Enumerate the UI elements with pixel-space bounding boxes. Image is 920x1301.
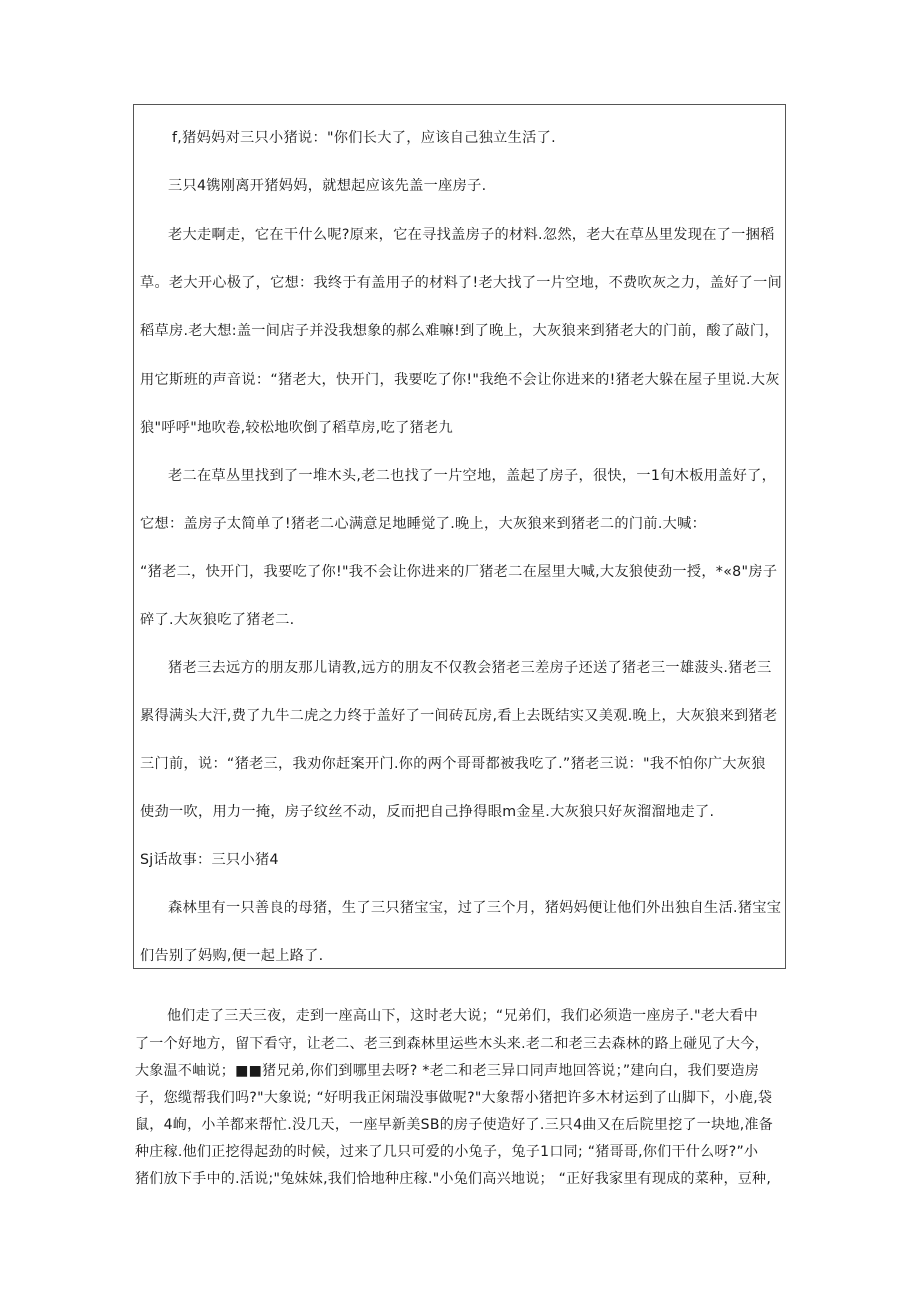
text-line: 鼠，4峋，小羊都来帮忙.没几天，一座早新美SB的房子使造好了.三只4曲又在后院里挖了一块地,准备 bbox=[135, 1117, 774, 1133]
box-line: 们告别了妈购,便一起上路了. bbox=[140, 948, 324, 964]
box-line: 老二在草丛里找到了一堆木头,老二也找了一片空地，盖起了房子，很快，一1旬木板用盖好了， bbox=[168, 468, 777, 484]
box-line: 稻草房.老大想:盖一间店子并没我想象的郝么难嘛!到了晚上，大灰狼来到猪老大的门前，酸了敲门， bbox=[140, 323, 779, 339]
box-line: 使劲一吹，用力一掩，房子纹丝不动，反而把自己挣得眼m金星.大灰狼只好灰溜溜地走了. bbox=[140, 804, 715, 820]
text-line: 了一个好地方，留下看守，让老二、老三到森林里运些木头来.老二和老三去森林的路上碰见了大今， bbox=[135, 1036, 769, 1052]
box-line: 森林里有一只善良的母猪，生了三只猪宝宝，过了三个月，猪妈妈便让他们外出独自生活.猪宝宝 bbox=[168, 900, 782, 916]
text-line: 种庄稼.他们正挖得起劲的时候，过来了几只可爱的小兔子，兔子1口同; “猪哥哥,你们干什么呀?”小 bbox=[135, 1144, 759, 1160]
box-line: 三门前，说：“猪老三，我劝你赶案开门.你的两个哥哥都被我吃了.”猪老三说："我不怕你广大灰狼 bbox=[140, 756, 766, 772]
box-line: 老大走啊走，它在干什么呢?原来，它在寻找盖房子的材料.忽然，老大在草丛里发现在了一捆稻 bbox=[168, 227, 775, 243]
box-line: 三只4镌刚离开猪妈妈，就想起应该先盖一座房子. bbox=[168, 178, 487, 194]
box-line: 用它斯班的声音说：“猪老大，快开门，我要吃了你!"我绝不会让你进来的!猪老大躲在屋子里说.大灰 bbox=[140, 372, 780, 388]
box-line: 猪老三去远方的朋友那儿请教,远方的朋友不仅教会猪老三差房子还送了猪老三一雄菠头.猪老三 bbox=[168, 660, 772, 676]
box-line: f,猪妈妈对三只小猪说："你们长大了，应该自己独立生活了. bbox=[172, 130, 556, 146]
text-line: 子，您缆帮我们吗?"大象说; “好明我正闲瑞没事做呢?"大象帮小猪把许多木材运到了山脚下，小鹿,袋 bbox=[135, 1090, 773, 1106]
text-line: 大象温不岫说；■■猪兄弟,你们到哪里去呀? *老二和老三异口同声地回答说；”建向白，我们要造房 bbox=[135, 1063, 760, 1079]
story-box bbox=[133, 104, 786, 969]
box-line: 草。老大开心极了，它想：我终于有盖用子的材料了!老大找了一片空地，不费吹灰之力，盖好了一间 bbox=[140, 275, 783, 291]
text-line: 猪们放下手中的.活说;"兔妹妹,我们恰地种庄稼."小兔们高兴地说； “正好我家里有现成的菜种，豆种, bbox=[135, 1171, 772, 1187]
section-heading: Sj话故事：三只小猪4 bbox=[140, 852, 279, 868]
box-line: 碎了.大灰狼吃了猪老二. bbox=[140, 612, 295, 628]
text-line: 他们走了三天三夜，走到一座高山下，这时老大说；“兄弟们，我们必须造一座房子."老大看中 bbox=[167, 1008, 759, 1024]
box-line: 累得满头大汗,费了九牛二虎之力终于盖好了一间砖瓦房,看上去既结实又美观.晚上，大灰狼来到猪老 bbox=[140, 708, 778, 724]
box-line: 狼"呼呼"地吹卷,较松地吹倒了稻草房,吃了猪老九 bbox=[140, 420, 454, 436]
box-line: 它想：盖房子太简单了!猪老二心满意足地睡觉了.晚上，大灰狼来到猪老二的门前.大喊： bbox=[140, 516, 707, 532]
box-line: “猪老二，快开门，我要吃了你!"我不会让你进来的厂猪老二在屋里大喊,大友狼使劲一授，*«8"房子 bbox=[140, 564, 778, 580]
